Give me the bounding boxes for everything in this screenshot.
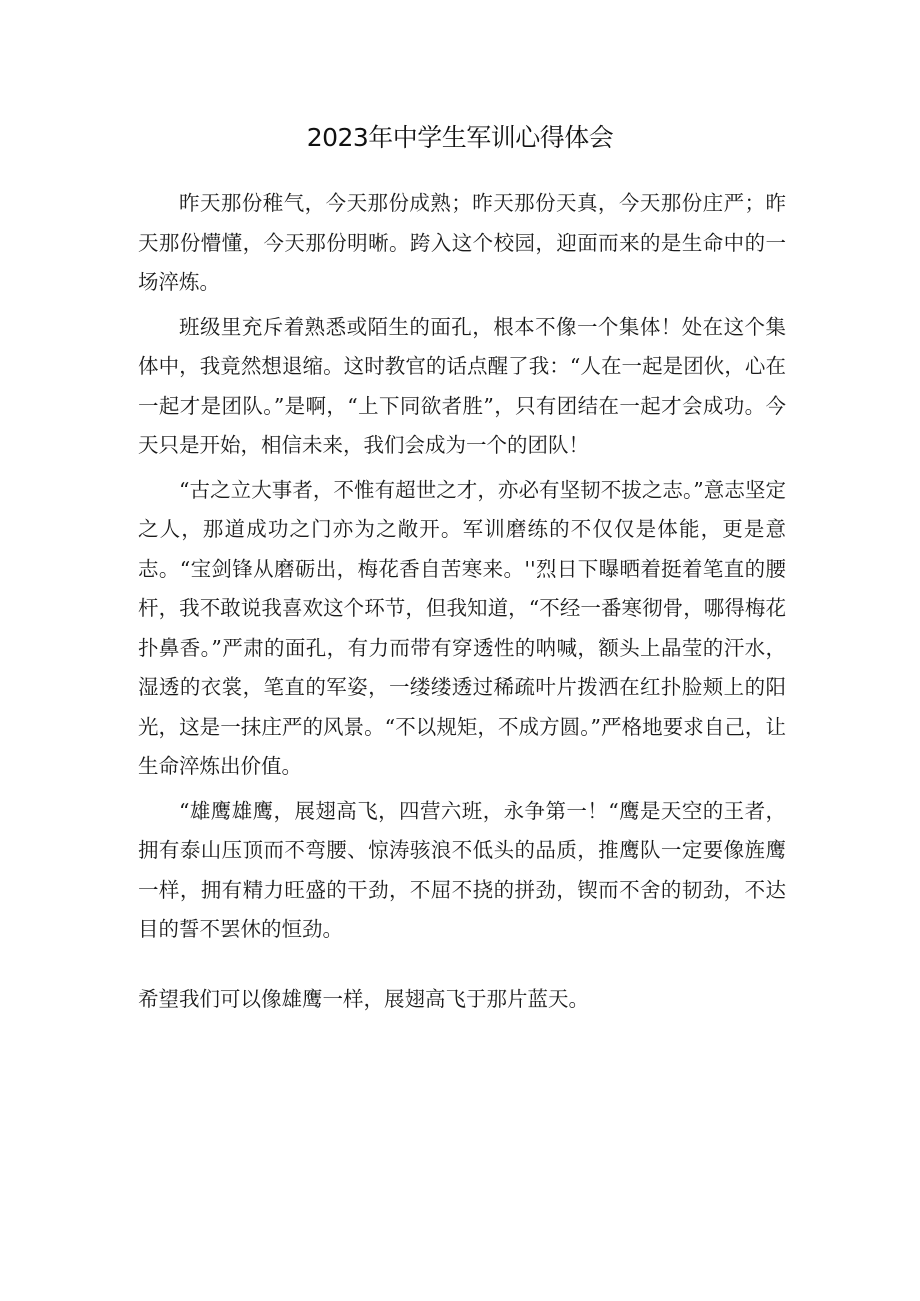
document-body <box>138 184 786 1024</box>
paragraph-3: “古之立大事者，不惟有超世之才，亦必有坚韧不拔之志。”意志坚定之人，那道成功之门亦为之敞开。军训磨练的不仅仅是体能，更是意志。“宝剑锋从磨砺出，梅花香自苦寒来。''烈日下曝晒着挺着笔直的腰杆，我不敢说我喜欢这个环节，但我知道，“不经一番寒彻骨，哪得梅花扑鼻香。”严肃的面孔，有力而带有穿透性的呐喊，额头上晶莹的汗水，湿透的衣裳，笔直的军姿，一缕缕透过稀疏叶片拨洒在红扑脸颊上的阳光，这是一抹庄严的风景。“不以规矩，不成方圆。”严格地要求自己，让生命淬炼出价值。 <box>138 477 786 778</box>
closing-paragraph: 希望我们可以像雄鹰一样，展翅高飞于那片蓝天。 <box>138 986 589 1011</box>
paragraph-4: “雄鹰雄鹰，展翅高飞，四营六班，永争第一！“鹰是天空的王者，拥有泰山压顶而不弯腰、惊涛骇浪不低头的品质，推鹰队一定要像旌鹰一样，拥有精力旺盛的干劲，不屈不挠的拼劲，锲而不舍的韧劲，不达目的誓不罢休的恒劲。 <box>138 798 786 941</box>
paragraph-2: 班级里充斥着熟悉或陌生的面孔，根本不像一个集体！处在这个集体中，我竟然想退缩。这时教官的话点醒了我：“人在一起是团伙，心在一起才是团队。”是啊，“上下同欲者胜”，只有团结在一起才会成功。今天只是开始，相信未来，我们会成为一个的团队！ <box>138 314 786 457</box>
document-title: 2023年中学生军训心得体会 <box>306 123 614 152</box>
paragraph-1: 昨天那份稚气，今天那份成熟；昨天那份天真，今天那份庄严；昨天那份懵懂，今天那份明晰。跨入这个校园，迎面而来的是生命中的一场淬炼。 <box>138 191 786 294</box>
